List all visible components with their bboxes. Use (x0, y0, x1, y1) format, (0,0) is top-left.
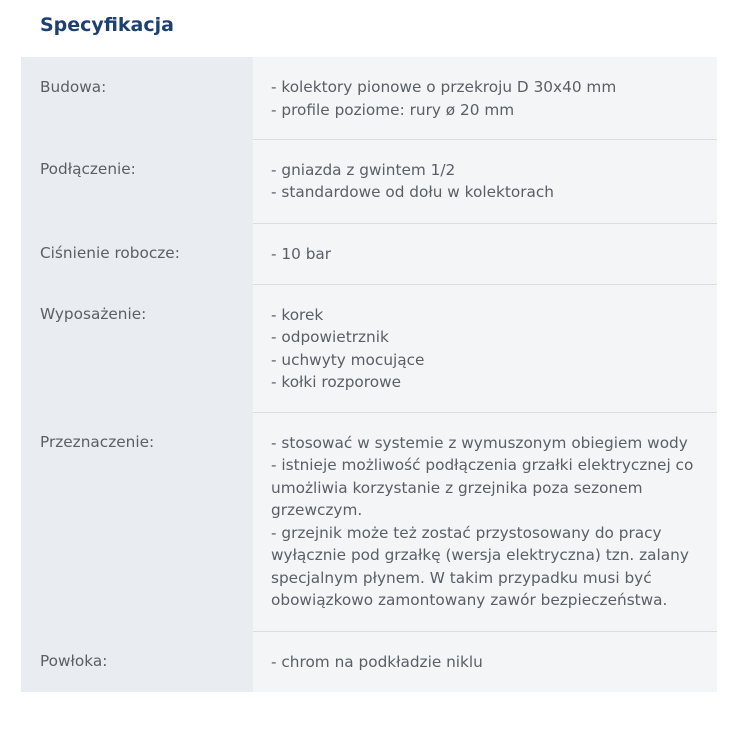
spec-value-line: - 10 bar (271, 244, 332, 263)
spec-value-line: - odpowietrznik (271, 328, 389, 346)
spec-label: Przeznaczenie: (21, 412, 253, 631)
spec-value (253, 139, 717, 223)
spec-label: Powłoka: (21, 631, 253, 692)
spec-row-przeznaczenie (21, 412, 717, 631)
spec-value-line: - gniazda z gwintem 1/2 (271, 160, 456, 179)
spec-label: Wyposażenie: (21, 284, 253, 412)
spec-row-cisnienie (21, 223, 717, 284)
spec-value (253, 284, 717, 412)
spec-label: Ciśnienie robocze: (21, 223, 253, 284)
spec-value-line: - istnieje możliwość podłączenia grzałki elektrycznej co umożliwia korzystanie z grzejnika poza sezonem grzewczym. (271, 456, 694, 519)
specification-table (21, 57, 717, 692)
spec-value-line: - standardowe od dołu w kolektorach (271, 183, 554, 201)
spec-value-line: - profile poziome: rury ø 20 mm (271, 100, 515, 119)
spec-value (253, 412, 717, 631)
spec-value (253, 223, 717, 284)
spec-value-line: - grzejnik może też zostać przystosowany do pracy wyłącznie pod grzałkę (wersja elektryczna) tzn. zalany specjalnym płynem. W takim przypadku musi być obowiązkowo zamontowany zawór bezpieczeństwa. (271, 523, 689, 609)
spec-label: Budowa: (21, 57, 253, 139)
spec-row-wyposazenie (21, 284, 717, 412)
spec-value-line: - uchwyty mocujące (271, 350, 425, 369)
spec-value-line: - kołki rozporowe (271, 373, 402, 391)
spec-value-line: - chrom na podkładzie niklu (271, 652, 483, 671)
spec-value-line: - korek (271, 305, 324, 324)
spec-value-line: - stosować w systemie z wymuszonym obiegiem wody (271, 433, 688, 452)
spec-row-budowa (21, 57, 717, 139)
spec-label: Podłączenie: (21, 139, 253, 223)
spec-value-line: - kolektory pionowe o przekroju D 30x40 mm (271, 78, 617, 96)
spec-value (253, 631, 717, 692)
section-title: Specyfikacja (40, 14, 174, 36)
spec-row-podlaczenie (21, 139, 717, 223)
spec-row-powloka (21, 631, 717, 692)
spec-value (253, 57, 717, 139)
